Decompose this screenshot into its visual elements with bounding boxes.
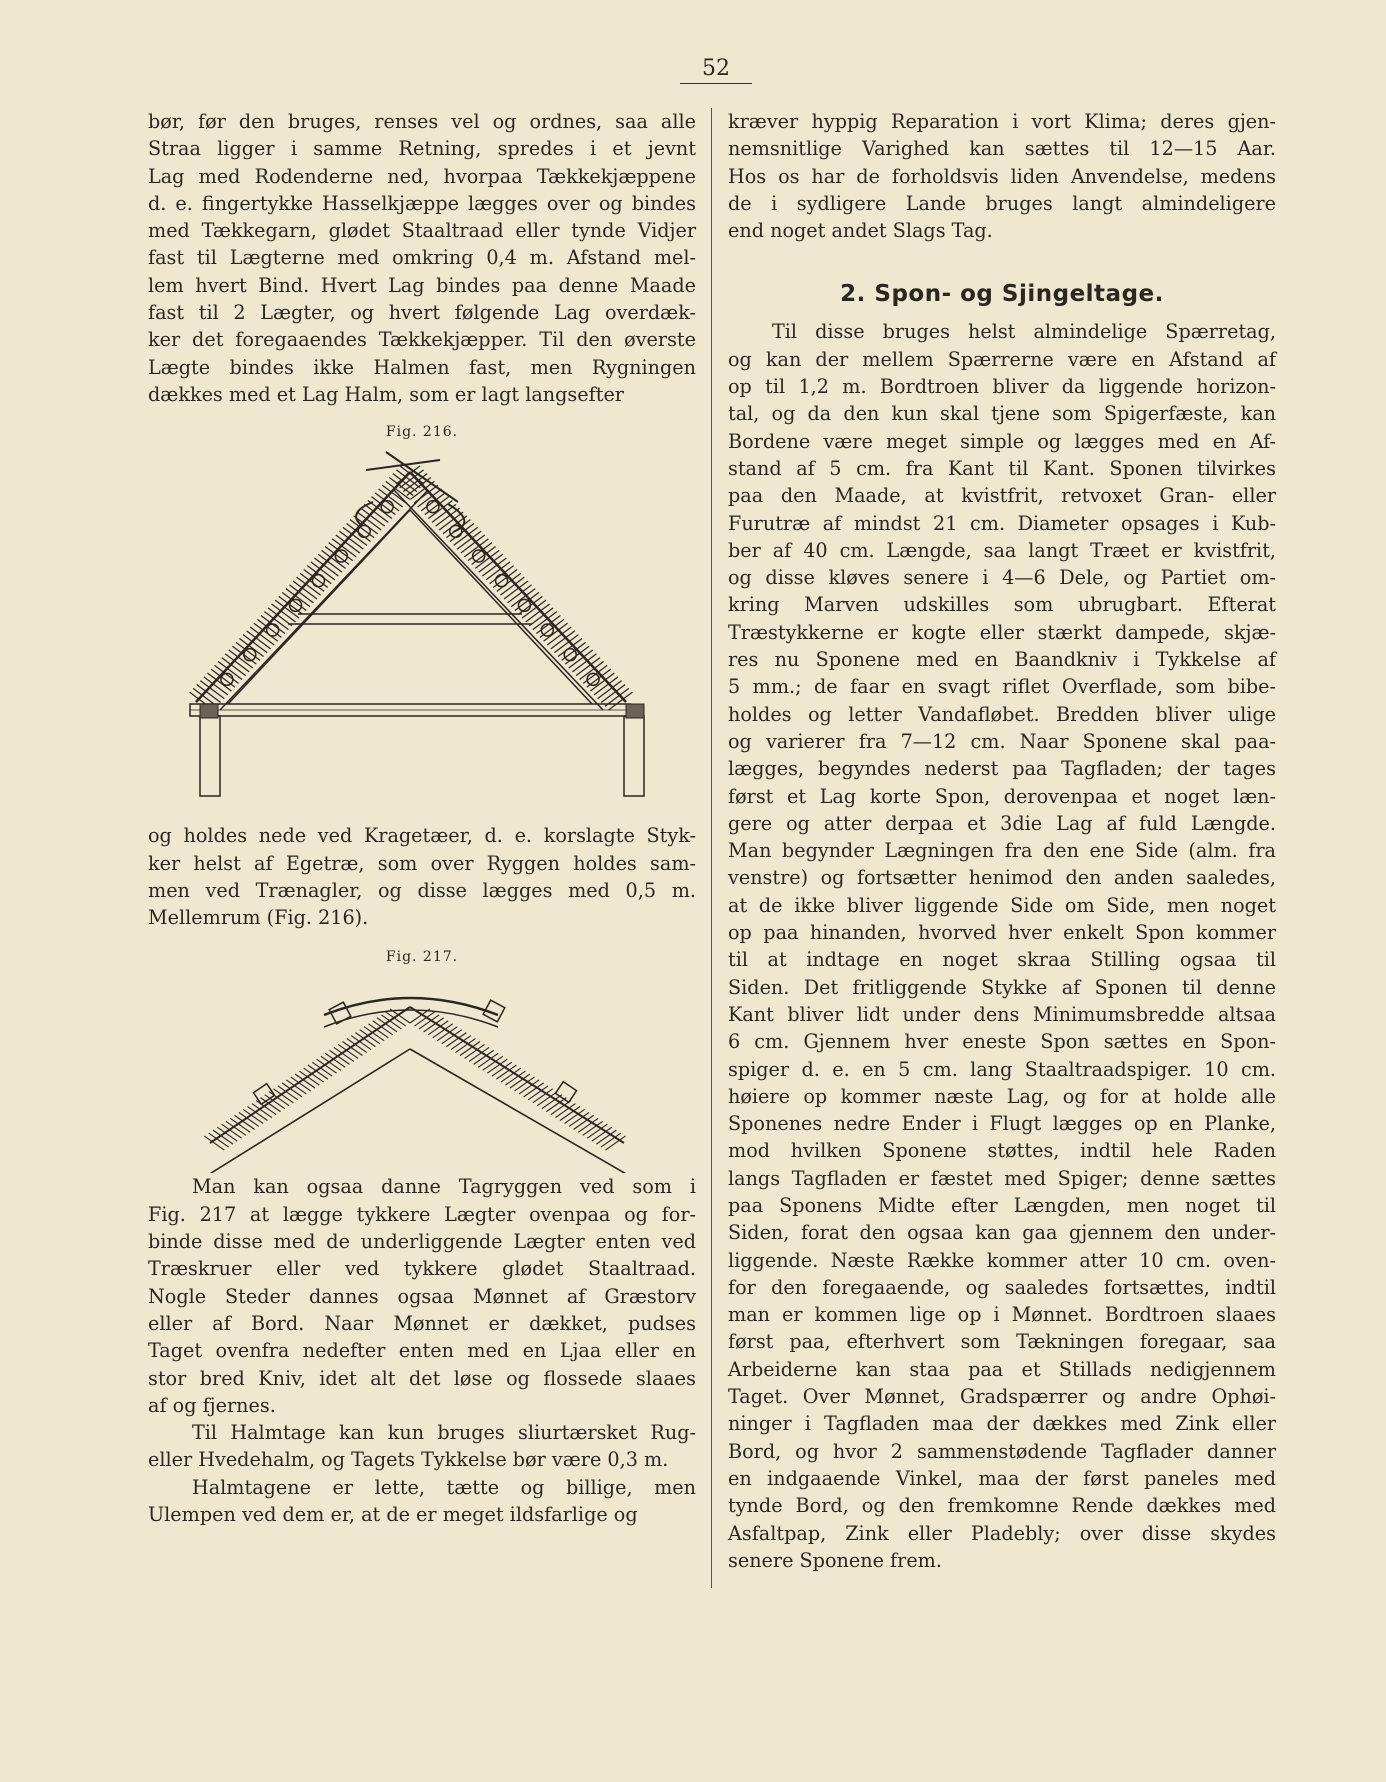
text-line: Arbeiderne kan staa paa et Stillads nedigjennem (728, 1357, 1276, 1381)
text-line: en indgaaende Vinkel, maa der først paneles med (728, 1466, 1276, 1490)
figure-216-thatched-roof-illustration (148, 442, 696, 822)
text-line: tal, og da den kun skal tjene som Spigerfæste, kan (728, 402, 1276, 426)
right-column (728, 108, 1276, 1574)
text-line: Hos os har de forholdsvis liden Anvendelse, medens (728, 164, 1276, 188)
text-line: dækkes med et Lag Halm, som er lagt langsefter (148, 382, 624, 406)
text-line: langs Tagfladen er fæstet med Spiger; denne sættes (728, 1166, 1276, 1190)
text-line: venstre) og fortsætter henimod den anden saaledes, (728, 866, 1276, 890)
text-line: 6 cm. Gjennem hver eneste Spon sættes en Spon- (728, 1030, 1276, 1054)
text-line: Asfaltpap, Zink eller Pladebly; over disse skydes (728, 1521, 1276, 1545)
text-line: af og fjernes. (148, 1393, 276, 1417)
text-line: Nogle Steder dannes ogsaa Mønnet af Græstorv (148, 1284, 696, 1308)
text-line: paa den Maade, at kvistfrit, retvoxet Gran- eller (728, 484, 1276, 508)
text-line: fast til 2 Lægter, og hvert følgende Lag overdæk- (148, 301, 696, 325)
page-number: 52 (680, 56, 752, 84)
text-line: Til disse bruges helst almindelige Spærretag, (772, 320, 1276, 344)
text-line: Lag med Rodenderne ned, hvorpaa Tækkekjæppene (148, 164, 696, 188)
text-line: d. e. fingertykke Hasselkjæppe lægges over og bindes (148, 191, 696, 215)
text-line: Bord, og hvor 2 sammenstødende Tagflader danner (728, 1439, 1276, 1463)
text-line: Træskruer eller ved tykkere glødet Staaltraad. (148, 1257, 696, 1281)
text-line: at de ikke bliver liggende Side om Side, men noget (728, 893, 1276, 917)
text-line: eller Hvedehalm, og Tagets Tykkelse bør være 0,3 m. (148, 1448, 669, 1472)
paragraph-tagryggen (148, 1173, 696, 1419)
text-line: Furutræ af mindst 21 cm. Diameter opsages i Kub- (728, 511, 1276, 535)
figure-216-caption: Fig. 216. (385, 424, 459, 441)
text-line: Mellemrum (Fig. 216). (148, 906, 369, 930)
paragraph-spon-sjingeltage (728, 318, 1276, 1574)
text-line: ker helst af Egetræ, som over Ryggen holdes sam- (148, 851, 696, 875)
text-line: Bordene være meget simple og lægges med en Af- (728, 429, 1276, 453)
text-line: liggende. Næste Række kommer atter 10 cm. oven- (728, 1248, 1276, 1272)
text-line: eller af Bord. Naar Mønnet er dækket, pudses (148, 1311, 696, 1335)
text-line: og varierer fra 7—12 cm. Naar Sponene skal paa- (728, 729, 1276, 753)
text-line: kring Marven udskilles som ubrugbart. Efterat (728, 593, 1276, 617)
paragraph-thatch-binding (148, 108, 696, 408)
text-line: ber af 40 cm. Længde, saa langt Træet er kvistfrit, (728, 538, 1276, 562)
text-line: til at indtage en noget skraa Stilling ogsaa til (728, 948, 1276, 972)
text-line: holdes og letter Vandafløbet. Bredden bliver ulige (728, 702, 1276, 726)
text-line: Sponenes nedre Ender i Flugt lægges op en Planke, (728, 1112, 1276, 1136)
paragraph-reparation (728, 108, 1276, 244)
text-line: lem hvert Bind. Hvert Lag bindes paa denne Maade (148, 273, 696, 297)
text-line: Kant bliver lidt under dens Minimumsbredde altsaa (728, 1002, 1276, 1026)
text-line: stand af 5 cm. fra Kant til Kant. Sponen tilvirkes (728, 456, 1276, 480)
column-divider (711, 108, 712, 1588)
text-line: og disse kløves senere i 4—6 Dele, og Partiet om- (728, 566, 1276, 590)
text-line: fast til Lægterne med omkring 0,4 m. Afstand mel- (148, 246, 696, 270)
text-line: Taget ovenfra nedefter enten med en Ljaa eller en (148, 1339, 696, 1363)
text-line: Man begynder Lægningen fra den ene Side (alm. fra (728, 839, 1276, 863)
text-line: mod hvilken Sponene støttes, indtil hele Raden (728, 1139, 1276, 1163)
paragraph-kragetaeer (148, 822, 696, 931)
text-line: men ved Trænagler, og disse lægges med 0,5 m. (148, 878, 696, 902)
text-line: ker det foregaaendes Tækkekjæpper. Til den øverste (148, 328, 696, 352)
text-line: binde disse med de underliggende Lægter enten ved (148, 1230, 696, 1254)
figure-217-caption: Fig. 217. (385, 949, 459, 966)
text-line: res nu Sponene med en Baandkniv i Tykkelse af (728, 648, 1276, 672)
text-line: Træstykkerne er kogte eller stærkt dampede, skjæ- (728, 620, 1276, 644)
text-line: end noget andet Slags Tag. (728, 219, 993, 243)
text-line: Ulempen ved dem er, at de er meget ildsfarlige og (148, 1503, 638, 1527)
text-line: spiger d. e. en 5 cm. lang Staaltraadspiger. 10 cm. (728, 1057, 1276, 1081)
section-heading: 2. Spon- og Sjingeltage. (840, 281, 1164, 308)
text-line: kræver hyppig Reparation i vort Klima; deres gjen- (728, 110, 1276, 133)
text-line: Man kan ogsaa danne Tagryggen ved som i (192, 1175, 696, 1199)
paragraph-halmtagene (148, 1474, 696, 1529)
text-line: op til 1,2 m. Bordtroen bliver da liggende horizon- (728, 375, 1276, 399)
text-line: ninger i Tagfladen maa der dækkes med Zink eller (728, 1412, 1276, 1436)
text-line: Siden. Det fritliggende Stykke af Sponen til denne (728, 975, 1276, 999)
text-line: Halmtagene er lette, tætte og billige, men (192, 1475, 696, 1499)
text-line: paa Sponens Midte efter Længden, men noget til (728, 1193, 1276, 1217)
text-line: for den foregaaende, og saaledes fortsættes, indtil (728, 1275, 1276, 1299)
text-line: 5 mm.; de faar en svagt riflet Overflade, som bibe- (728, 675, 1276, 699)
text-line: Straa ligger i samme Retning, spredes i et jevnt (148, 137, 696, 161)
text-line: op paa hinanden, hvorved hver enkelt Spon kommer (728, 921, 1276, 945)
text-line: tynde Bord, og den fremkomne Rende dækkes med (728, 1494, 1276, 1518)
text-line: Taget. Over Mønnet, Gradspærrer og andre Ophøi- (728, 1385, 1276, 1409)
text-line: nemsnitlige Varighed kan sættes til 12—15 Aar. (728, 137, 1276, 161)
text-line: Lægte bindes ikke Halmen fast, men Rygningen (148, 355, 696, 379)
text-line: senere Sponene frem. (728, 1548, 942, 1572)
text-line: de i sydligere Lande bruges langt almindeligere (728, 191, 1276, 215)
text-line: Siden, forat den ogsaa kan gaa gjennem den under- (728, 1221, 1276, 1245)
figure-217-roof-ridge-illustration (148, 967, 696, 1173)
text-line: høiere op kommer næste Lag, og for at holde alle (728, 1084, 1276, 1108)
text-line: med Tækkegarn, glødet Staaltraad eller tynde Vidjer (148, 219, 696, 243)
paragraph-halmtage (148, 1419, 696, 1474)
left-column (148, 108, 696, 1528)
text-line: man er kommen lige op i Mønnet. Bordtroen slaaes (728, 1303, 1276, 1327)
text-line: Til Halmtage kan kun bruges sliurtærsket Rug- (192, 1421, 696, 1445)
text-line: og holdes nede ved Kragetæer, d. e. korslagte Styk- (148, 824, 696, 848)
text-line: Fig. 217 at lægge tykkere Lægter ovenpaa og for- (148, 1202, 696, 1226)
text-line: først paa, efterhvert som Tækningen foregaar, saa (728, 1330, 1276, 1354)
text-line: og kan der mellem Spærrerne være en Afstand af (728, 347, 1276, 371)
text-line: lægges, begyndes nederst paa Tagfladen; der tages (728, 757, 1276, 781)
text-line: gere og atter derpaa et 3die Lag af fuld Længde. (728, 811, 1276, 835)
text-line: først et Lag korte Spon, derovenpaa et noget læn- (728, 784, 1276, 808)
text-line: stor bred Kniv, idet alt det løse og flossede slaaes (148, 1366, 696, 1390)
text-line: bør, før den bruges, renses vel og ordnes, saa alle (148, 110, 696, 133)
